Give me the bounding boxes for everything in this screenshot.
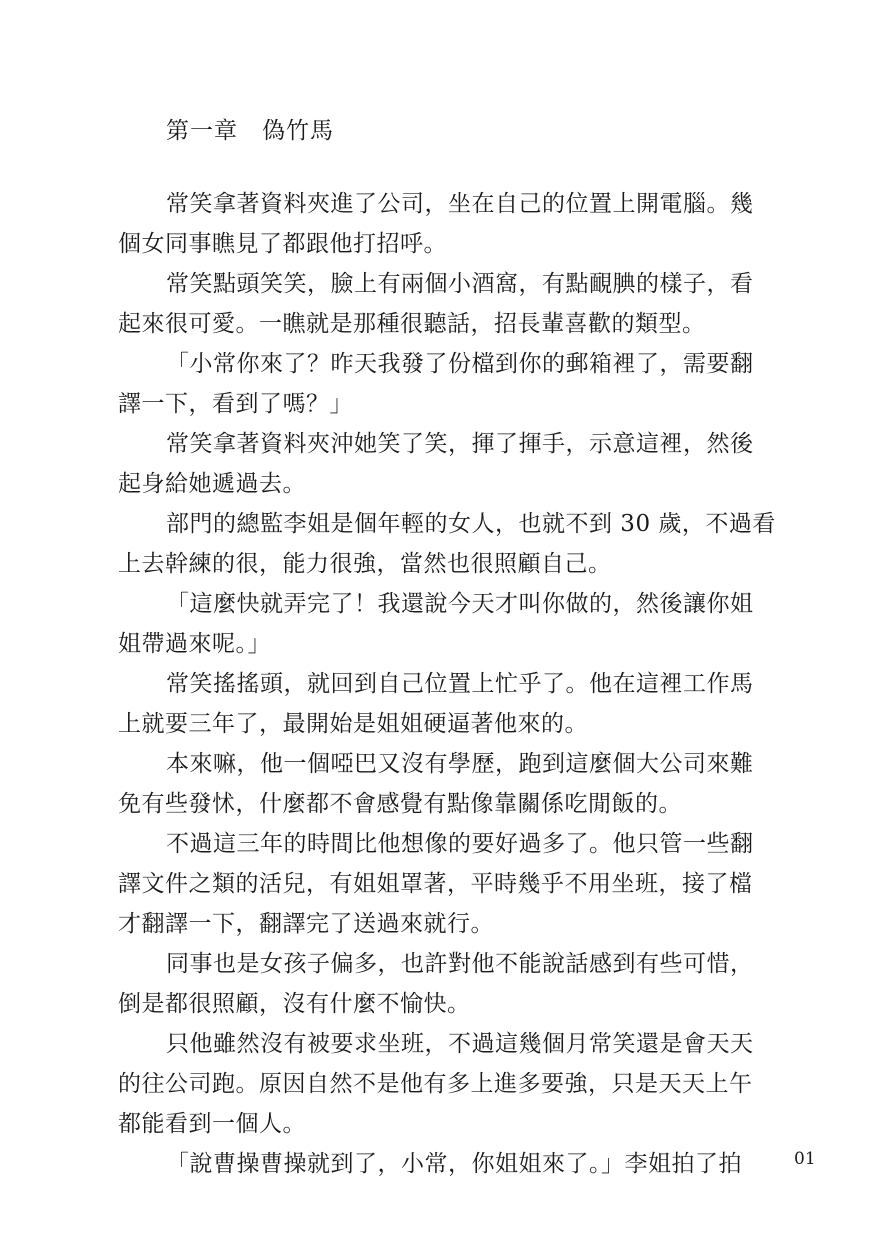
text-line: 起來很可愛。一瞧就是那種很聽話，招長輩喜歡的類型。 [118, 311, 706, 337]
text-line: 「小常你來了？昨天我發了份檔到你的郵箱裡了，需要翻 [166, 351, 754, 377]
chapter-title: 第一章 偽竹馬 [166, 118, 334, 144]
text-line: 上去幹練的很，能力很強，當然也很照顧自己。 [118, 551, 612, 577]
text-line: 的往公司跑。原因自然不是他有多上進多要強，只是天天上午 [118, 1071, 753, 1097]
text-line: 部門的總監李姐是個年輕的女人，也就不到 30 歲，不過看 [166, 511, 776, 537]
text-line: 常笑拿著資料夾進了公司，坐在自己的位置上開電腦。幾 [166, 191, 754, 217]
text-line: 姐帶過來呢。」 [118, 631, 271, 657]
text-line: 常笑搖搖頭，就回到自己位置上忙乎了。他在這裡工作馬 [166, 671, 754, 697]
text-line: 只他雖然沒有被要求坐班，不過這幾個月常笑還是會天天 [166, 1031, 754, 1057]
text-line: 「說曹操曹操就到了，小常，你姐姐來了。」李姐拍了拍 [166, 1151, 742, 1177]
text-line: 本來嘛，他一個啞巴又沒有學歷，跑到這麼個大公司來難 [166, 751, 754, 777]
text-line: 同事也是女孩子偏多，也許對他不能說話感到有些可惜， [166, 951, 754, 977]
text-line: 起身給她遞過去。 [118, 471, 306, 497]
text-line: 都能看到一個人。 [118, 1111, 306, 1137]
text-line: 常笑拿著資料夾沖她笑了笑，揮了揮手，示意這裡，然後 [166, 431, 754, 457]
text-line: 不過這三年的時間比他想像的要好過多了。他只管一些翻 [166, 831, 754, 857]
text-line: 「這麼快就弄完了！我還說今天才叫你做的，然後讓你姐 [166, 591, 754, 617]
text-line: 常笑點頭笑笑，臉上有兩個小酒窩，有點靦腆的樣子，看 [166, 271, 754, 297]
body-text [118, 184, 776, 1184]
text-line: 上就要三年了，最開始是姐姐硬逼著他來的。 [118, 711, 588, 737]
text-line: 才翻譯一下，翻譯完了送過來就行。 [118, 911, 494, 937]
text-line: 譯文件之類的活兒，有姐姐罩著，平時幾乎不用坐班，接了檔 [118, 871, 753, 897]
page-number: 01 [794, 1149, 816, 1169]
text-line: 個女同事瞧見了都跟他打招呼。 [118, 231, 447, 257]
text-line: 譯一下，看到了嗎？」 [118, 391, 353, 417]
text-line: 免有些發怵，什麼都不會感覺有點像靠關係吃閒飯的。 [118, 791, 682, 817]
text-line: 倒是都很照顧，沒有什麼不愉快。 [118, 991, 471, 1017]
